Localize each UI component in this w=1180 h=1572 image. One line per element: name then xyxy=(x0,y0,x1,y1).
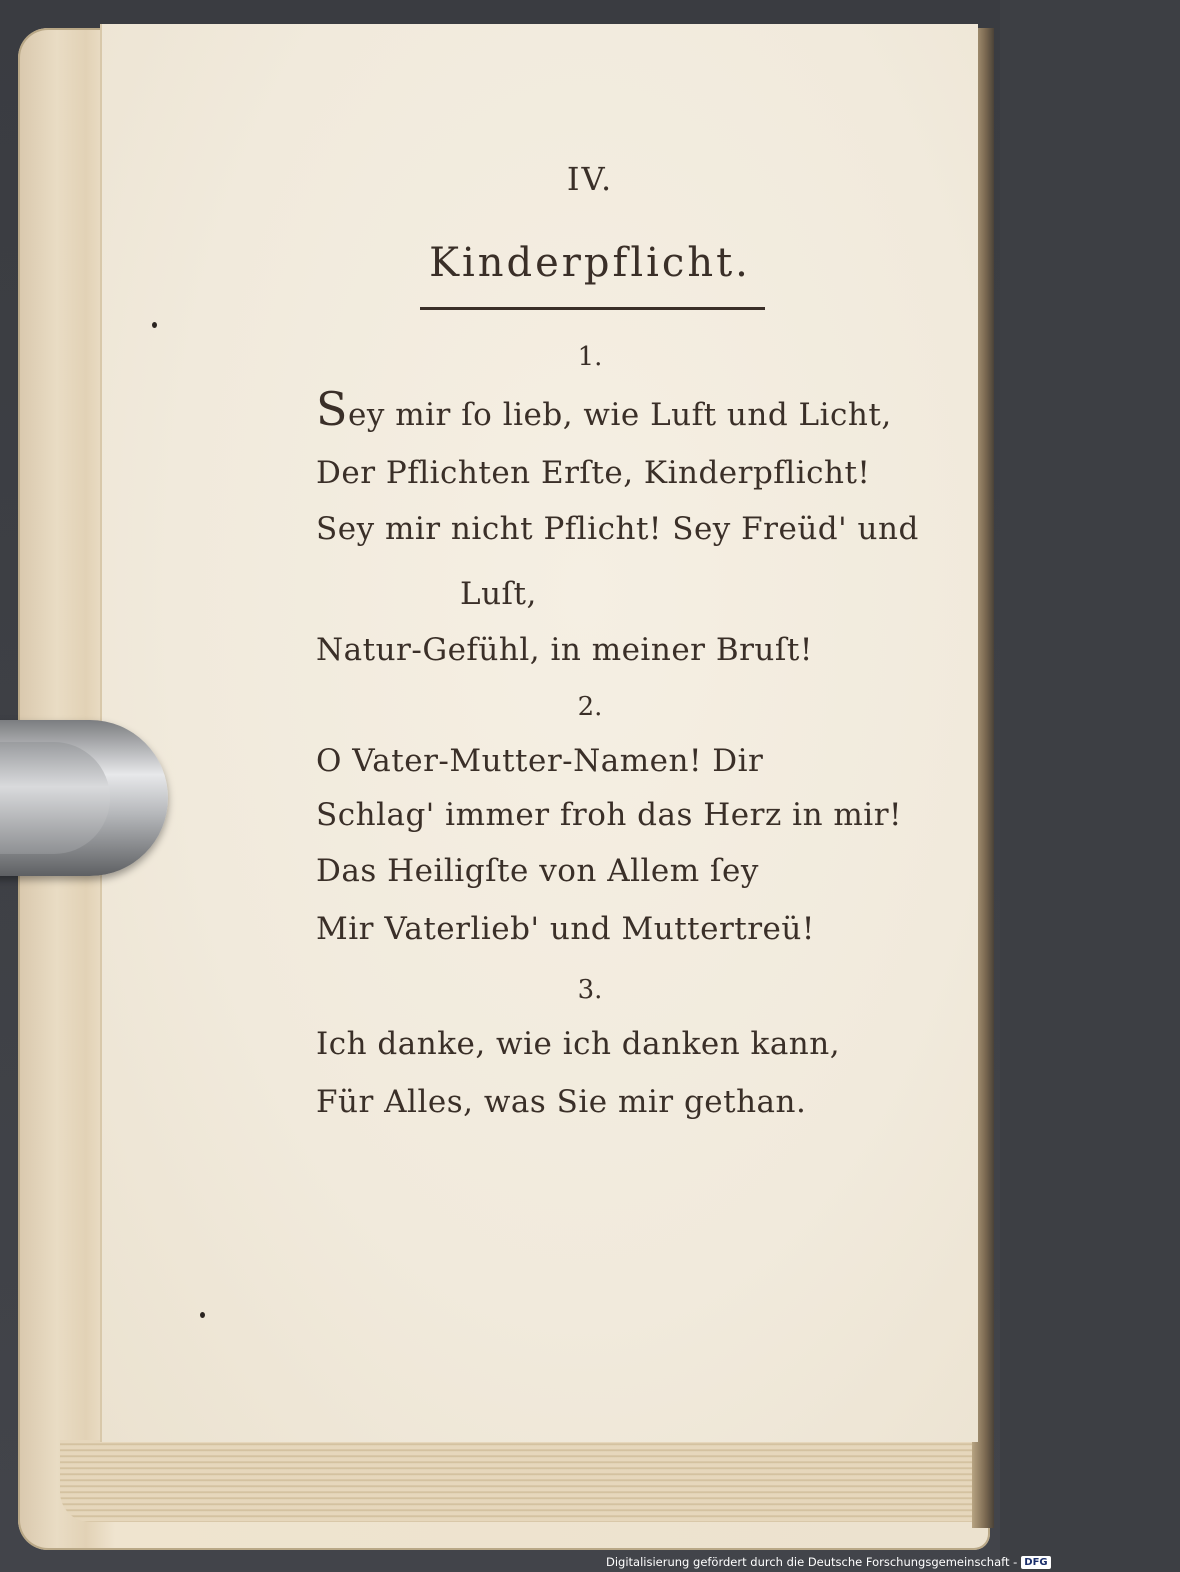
digitization-credit xyxy=(606,1552,1048,1572)
title-rule xyxy=(420,307,765,310)
poem-title: Kinderpflicht. xyxy=(429,240,751,286)
verse-line: Sey mir nicht Pflicht! Sey Freüd' und xyxy=(316,511,919,547)
stanza-number: 1. xyxy=(577,342,603,372)
page-clip-highlight xyxy=(0,742,110,854)
verse-line: Natur-Gefühl, in meiner Bruſt! xyxy=(316,632,813,668)
stanza-number: 2. xyxy=(577,692,603,722)
verse-line: Der Pflichten Erſte, Kinderpflicht! xyxy=(316,455,871,491)
page-clip xyxy=(0,720,168,876)
ink-speck xyxy=(200,1312,205,1318)
drop-cap: S xyxy=(316,382,349,436)
book-page xyxy=(100,24,978,1442)
verse-line: Für Alles, was Sie mir gethan. xyxy=(316,1084,807,1120)
dfg-logo: DFG xyxy=(1021,1556,1050,1569)
verse-line: Luſt, xyxy=(460,576,537,612)
ink-speck xyxy=(152,322,157,328)
verse-line: Schlag' immer froh das Herz in mir! xyxy=(316,797,902,833)
page-edges-bottom xyxy=(60,1440,980,1522)
credit-text: Digitalisierung gefördert durch die Deutsche Forschungsgemeinschaft - xyxy=(606,1555,1018,1569)
verse-line xyxy=(316,382,892,436)
stanza-number: 3. xyxy=(577,975,603,1005)
verse-line: Ich danke, wie ich danken kann, xyxy=(316,1026,841,1062)
verse-line-text: ey mir ſo lieb, wie Luft und Licht, xyxy=(348,397,892,433)
section-number: IV. xyxy=(566,160,614,198)
verse-line: O Vater-Mutter-Namen! Dir xyxy=(316,743,764,779)
verse-line: Mir Vaterlieb' und Muttertreü! xyxy=(316,911,815,947)
verse-line: Das Heiligſte von Allem ſey xyxy=(316,853,759,889)
